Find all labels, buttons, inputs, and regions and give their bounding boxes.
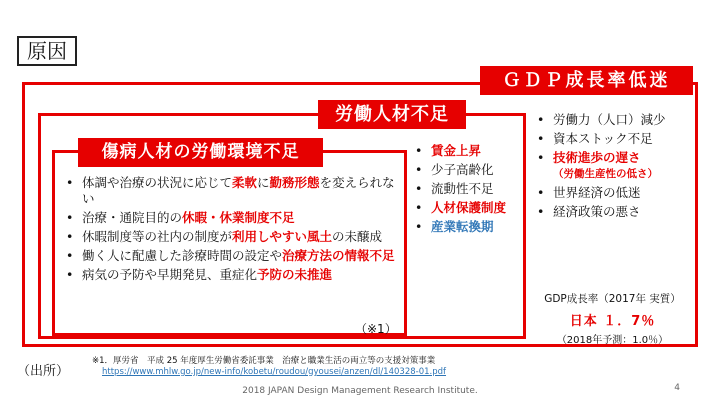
item-text: 経済政策の悪さ [553, 204, 641, 219]
list-item [62, 248, 402, 264]
source-label: （出所） [17, 364, 70, 379]
gdp-value: 日本 １．7％ [569, 314, 656, 329]
list-item [411, 219, 529, 235]
list-item [533, 185, 693, 201]
list-item [533, 131, 693, 147]
item-text: 世界経済の低迷 [553, 185, 641, 200]
page-number: 4 [674, 383, 680, 393]
item-text: 労働力（人口）減少 [553, 112, 666, 127]
item-highlight: 治療方法の情報不足 [282, 248, 395, 263]
item-text: 病気の予防や早期発見、重症化 [82, 267, 258, 282]
item-text: 休暇制度等の社内の制度が [82, 229, 233, 244]
item-text: 賃金上昇 [431, 143, 482, 158]
item-text: 技術進歩の遅さ [553, 150, 641, 165]
gdp-forecast: （2018年予測：1.0％） [556, 335, 669, 346]
item-text: 体調や治療の状況に応じて [82, 175, 233, 190]
item-highlight: 勤務形態 [269, 175, 320, 190]
list-item [533, 204, 693, 220]
list-item [62, 267, 402, 283]
reference-note: （※1） [355, 322, 397, 336]
list-item [533, 150, 693, 182]
labor-shortage-causes-list [411, 143, 529, 238]
list-item [411, 162, 529, 178]
item-text: 流動性不足 [431, 181, 494, 196]
source-link[interactable]: https://www.mhlw.go.jp/new-info/kobetu/roudou/gyousei/anzen/dl/140328-01.pdf [102, 367, 447, 377]
slide-title: 原因 [17, 36, 77, 66]
gdp-heading: GDP成長率（2017年 実質） [544, 293, 681, 305]
labor-shortage-label: 労働人材不足 [318, 100, 466, 129]
sick-worker-label: 傷病人材の労働環境不足 [78, 138, 323, 167]
item-highlight: 予防の未推進 [257, 267, 333, 282]
item-text: 資本ストック不足 [553, 131, 653, 146]
source-line: ※1．厚労省 平成 25 年度厚生労働省委託事業 治療と職業生活の両立等の支援対策事業 [92, 356, 436, 366]
list-item [411, 181, 529, 197]
item-text: に [257, 175, 270, 190]
source-citation [92, 356, 446, 378]
sick-worker-causes-list [62, 175, 402, 286]
item-text: 少子高齢化 [431, 162, 494, 177]
list-item [411, 143, 529, 159]
list-item [62, 175, 402, 207]
item-highlight: 柔軟 [232, 175, 258, 190]
item-text: の未醸成 [332, 229, 383, 244]
item-text: 治療・通院目的の [82, 210, 183, 225]
item-highlight: 利用しやすい風土 [232, 229, 333, 244]
item-text: 産業転換期 [431, 219, 494, 234]
item-text: 働く人に配慮した診療時間の設定や [82, 248, 283, 263]
gdp-causes-list [533, 112, 693, 223]
list-item [62, 229, 402, 245]
footer-copyright: 2018 JAPAN Design Management Research Institute. [242, 386, 478, 396]
item-highlight: 休暇・休業制度不足 [182, 210, 295, 225]
list-item [533, 112, 693, 128]
item-text: 人材保護制度 [431, 200, 507, 215]
gdp-stat [530, 291, 695, 346]
item-subtext: （労働生産性の低さ） [553, 168, 658, 180]
gdp-label: ＧＤＰ成長率低迷 [480, 66, 693, 95]
list-item [411, 200, 529, 216]
item-text: を変えられない [82, 175, 395, 206]
list-item [62, 210, 402, 226]
